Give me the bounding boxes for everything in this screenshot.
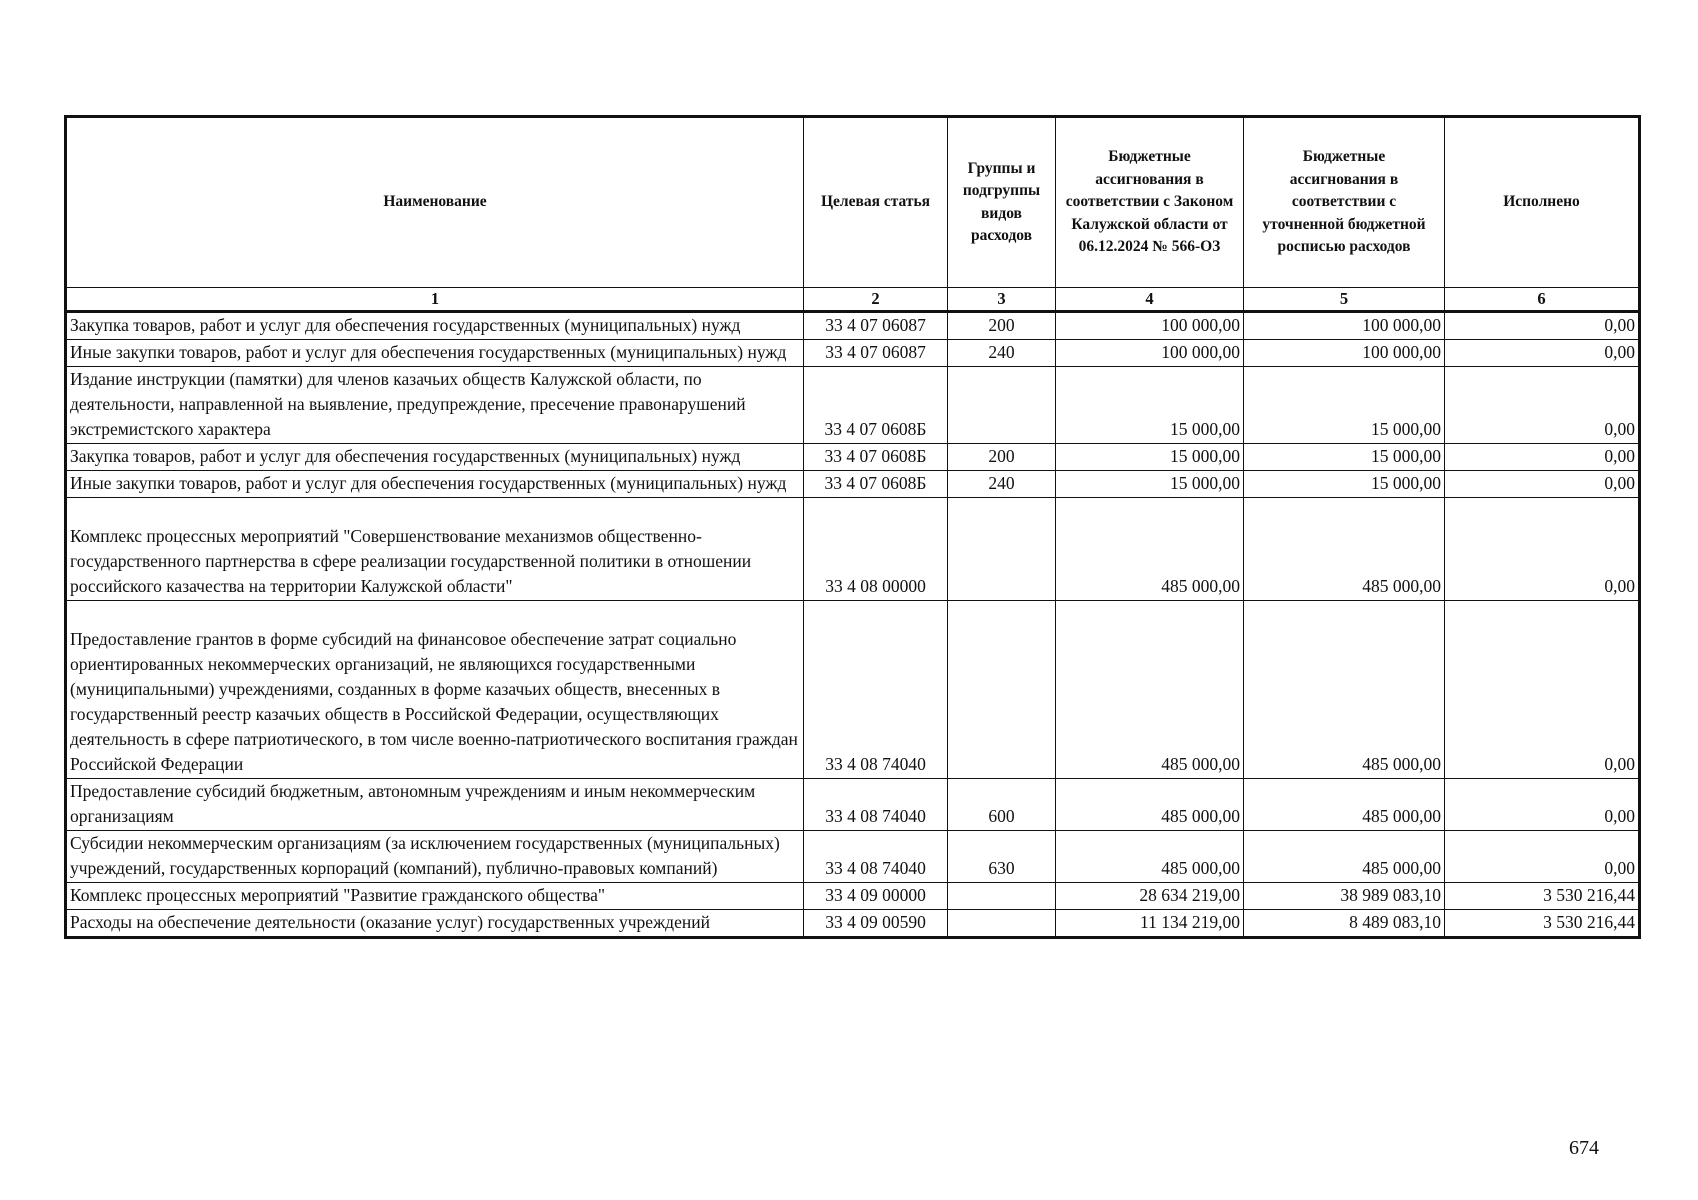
table-row [66,444,1640,471]
row-executed-amount: 0,00 [1445,779,1640,831]
row-executed-amount: 0,00 [1445,498,1640,601]
row-expense-group [948,910,1056,938]
header-executed: Исполнено [1445,117,1640,288]
row-law-amount: 15 000,00 [1056,471,1244,498]
budget-execution-table [64,115,1641,939]
row-name: Иные закупки товаров, работ и услуг для обеспечения государственных (муниципальных) нужд [66,340,804,367]
row-executed-amount: 0,00 [1445,367,1640,444]
row-refined-amount: 38 989 083,10 [1244,883,1445,910]
row-executed-amount: 0,00 [1445,340,1640,367]
row-name: Иные закупки товаров, работ и услуг для обеспечения государственных (муниципальных) нужд [66,471,804,498]
header-target-article: Целевая статья [804,117,948,288]
row-expense-group [948,367,1056,444]
row-expense-group: 630 [948,831,1056,883]
header-expense-groups: Группы и подгруппы видов расходов [948,117,1056,288]
column-number: 2 [804,288,948,312]
header-refined-allocations: Бюджетные ассигнования в соответствии с уточненной бюджетной росписью расходов [1244,117,1445,288]
column-number: 1 [66,288,804,312]
table-row [66,498,1640,601]
row-name: Закупка товаров, работ и услуг для обеспечения государственных (муниципальных) нужд [66,312,804,340]
column-number: 5 [1244,288,1445,312]
table-row [66,340,1640,367]
row-refined-amount: 15 000,00 [1244,471,1445,498]
header-law-allocations: Бюджетные ассигнования в соответствии с Законом Калужской области от 06.12.2024 № 566-ОЗ [1056,117,1244,288]
row-law-amount: 100 000,00 [1056,340,1244,367]
row-expense-group: 200 [948,312,1056,340]
table-row [66,910,1640,938]
row-target-article: 33 4 07 0608Б [804,471,948,498]
row-name: Субсидии некоммерческим организациям (за исключением государственных (муниципальных) учреждений, государственных корпораций (компаний), публично-правовых компаний) [66,831,804,883]
row-name: Предоставление субсидий бюджетным, автономным учреждениям и иным некоммерческим организациям [66,779,804,831]
row-expense-group: 240 [948,471,1056,498]
row-executed-amount: 3 530 216,44 [1445,883,1640,910]
header-name: Наименование [66,117,804,288]
row-name: Закупка товаров, работ и услуг для обеспечения государственных (муниципальных) нужд [66,444,804,471]
column-number: 4 [1056,288,1244,312]
row-executed-amount: 0,00 [1445,831,1640,883]
page-number: 674 [1569,1137,1599,1159]
row-law-amount: 15 000,00 [1056,444,1244,471]
row-refined-amount: 485 000,00 [1244,779,1445,831]
row-expense-group [948,883,1056,910]
table-row [66,601,1640,779]
table-row [66,779,1640,831]
row-expense-group [948,601,1056,779]
row-law-amount: 485 000,00 [1056,498,1244,601]
row-target-article: 33 4 09 00000 [804,883,948,910]
row-target-article: 33 4 09 00590 [804,910,948,938]
row-target-article: 33 4 07 06087 [804,340,948,367]
row-expense-group: 240 [948,340,1056,367]
row-target-article: 33 4 08 74040 [804,779,948,831]
table-row [66,471,1640,498]
column-number: 3 [948,288,1056,312]
row-law-amount: 28 634 219,00 [1056,883,1244,910]
row-law-amount: 485 000,00 [1056,779,1244,831]
row-refined-amount: 15 000,00 [1244,367,1445,444]
row-law-amount: 11 134 219,00 [1056,910,1244,938]
row-target-article: 33 4 07 0608Б [804,444,948,471]
row-target-article: 33 4 07 0608Б [804,367,948,444]
row-name: Комплекс процессных мероприятий "Развитие гражданского общества" [66,883,804,910]
table-row [66,831,1640,883]
row-refined-amount: 485 000,00 [1244,601,1445,779]
row-refined-amount: 15 000,00 [1244,444,1445,471]
row-law-amount: 15 000,00 [1056,367,1244,444]
row-refined-amount: 485 000,00 [1244,831,1445,883]
column-number: 6 [1445,288,1640,312]
header-row [66,117,1640,288]
row-name: Издание инструкции (памятки) для членов казачьих обществ Калужской области, по деятельности, направленной на выявление, предупреждение, пресечение правонарушений экстремистского характера [66,367,804,444]
row-refined-amount: 100 000,00 [1244,340,1445,367]
row-name: Расходы на обеспечение деятельности (оказание услуг) государственных учреждений [66,910,804,938]
row-executed-amount: 3 530 216,44 [1445,910,1640,938]
row-executed-amount: 0,00 [1445,312,1640,340]
row-name: Предоставление грантов в форме субсидий на финансовое обеспечение затрат социально ориентированных некоммерческих организаций, не являющихся государственными (муниципальными) учреждениями, созданных в форме казачьих обществ, внесенных в государственный реестр казачьих обществ в Российской Федерации, осуществляющих деятельность в сфере патриотического, в том числе военно-патриотического воспитания граждан Российской Федерации [66,601,804,779]
row-target-article: 33 4 07 06087 [804,312,948,340]
row-law-amount: 485 000,00 [1056,831,1244,883]
row-executed-amount: 0,00 [1445,601,1640,779]
row-executed-amount: 0,00 [1445,471,1640,498]
row-refined-amount: 100 000,00 [1244,312,1445,340]
row-refined-amount: 485 000,00 [1244,498,1445,601]
row-executed-amount: 0,00 [1445,444,1640,471]
column-number-row [66,288,1640,312]
row-law-amount: 100 000,00 [1056,312,1244,340]
row-target-article: 33 4 08 74040 [804,601,948,779]
row-expense-group: 600 [948,779,1056,831]
table-row [66,883,1640,910]
row-expense-group [948,498,1056,601]
row-expense-group: 200 [948,444,1056,471]
row-target-article: 33 4 08 74040 [804,831,948,883]
row-refined-amount: 8 489 083,10 [1244,910,1445,938]
table-row [66,367,1640,444]
row-name: Комплекс процессных мероприятий "Совершенствование механизмов общественно-государственного партнерства в сфере реализации государственной политики в отношении российского казачества на территории Калужской области" [66,498,804,601]
row-law-amount: 485 000,00 [1056,601,1244,779]
row-target-article: 33 4 08 00000 [804,498,948,601]
table-row [66,312,1640,340]
